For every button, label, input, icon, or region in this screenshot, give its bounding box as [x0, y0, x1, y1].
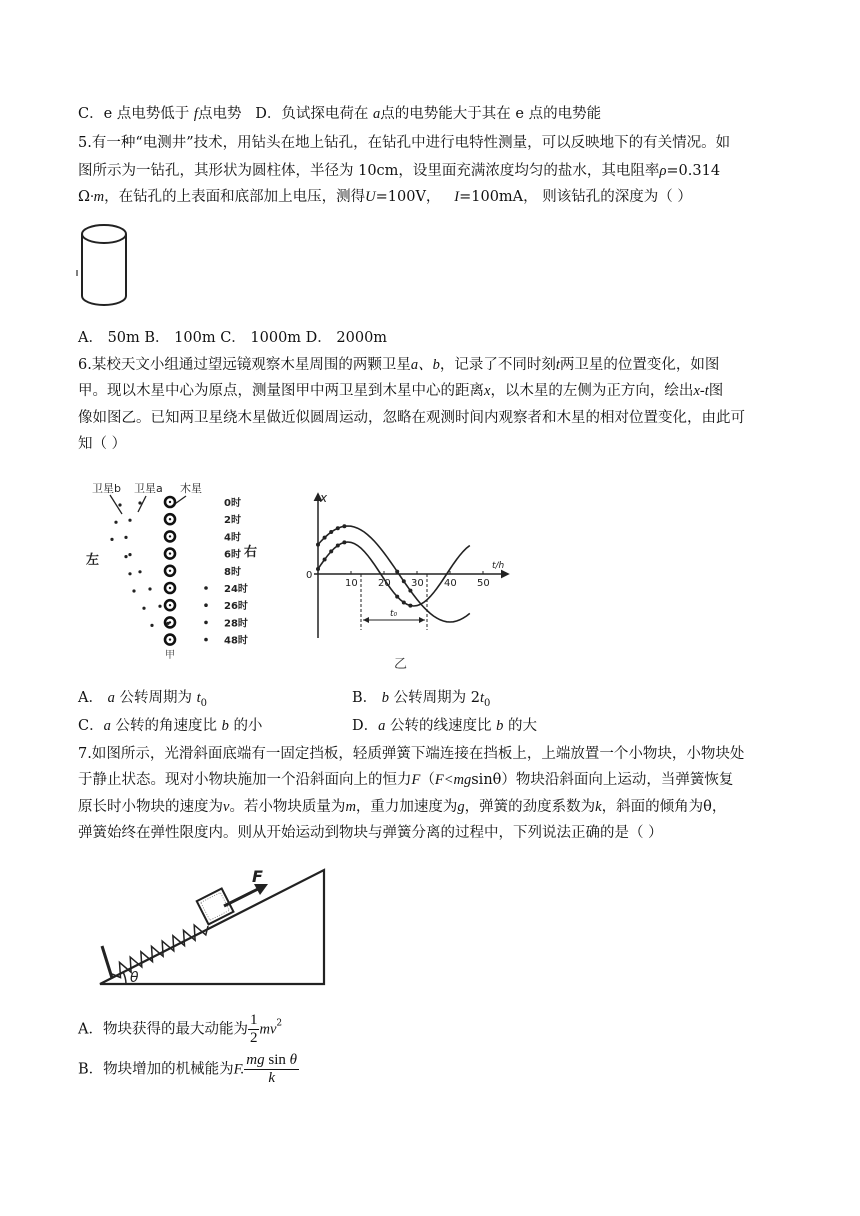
q5-line3-c: =100V， [375, 189, 441, 205]
q6-option-b-val: t [479, 690, 484, 706]
q7-option-b-num-mg: mg [246, 1052, 265, 1068]
yi-t0-label: t₀ [390, 609, 398, 619]
jia-time-5: 24时 [224, 584, 248, 595]
yi-tick-label-10: 10 [345, 578, 358, 589]
jia-label-b: 卫星b [92, 482, 121, 495]
q5-stem-line-2 [78, 161, 720, 181]
q6-line1-t: t [555, 357, 560, 373]
q6-option-b-label: B． [352, 690, 378, 706]
yi-dot-a-2 [329, 549, 333, 553]
jia-time-8: 48时 [224, 635, 248, 647]
q5-line3-b: ，在钻孔的上表面和底部加上电压，测得 [104, 189, 366, 205]
q4-option-c-text-1: e 点电势低于 [103, 106, 190, 122]
q7-line2-b: （ [420, 772, 435, 788]
jia-dot-b-2 [110, 538, 113, 541]
q6-line2-a: 甲。现以木星中心为原点，测量图甲中两卫星到木星中心的距离 [78, 383, 484, 399]
jia-jupiter-core-5 [169, 587, 171, 589]
q7-line3-v: v [223, 799, 230, 815]
yi-dot-b-2 [329, 530, 333, 534]
q6-stem-line-3: 像如图乙。已知两卫星绕木星做近似圆周运动，忽略在观测时间内观察者和木星的相对位置变化，由此可 [78, 410, 745, 426]
jia-label-a: 卫星a [134, 482, 163, 495]
q6-option-b-var: b [381, 690, 390, 706]
q6-option-d-var: a [378, 718, 386, 734]
q5-line3-d: =100mA， 则该钻孔的深度为（ ） [459, 189, 692, 205]
q6-option-a-label: A． [78, 690, 103, 706]
q6-option-c [78, 716, 262, 736]
q6-option-b-sub: 0 [484, 697, 491, 709]
jia-time-3: 6时 [224, 549, 241, 561]
q6-line2-c: 图 [708, 383, 724, 399]
yi-xlabel: t/h [492, 561, 505, 571]
q7-stem-line-4: 弹簧始终在弹性限度内。则从开始运动到物块与弹簧分离的过程中，下列说法正确的是（ ） [78, 825, 663, 841]
cylinder-top [82, 225, 126, 243]
yi-dots [316, 524, 412, 607]
q5-line2-b: =0.314 [666, 163, 721, 179]
yi-dot-b-6 [402, 579, 406, 583]
q6-stem-line-4: 知（ ） [78, 436, 127, 452]
yi-dot-b-5 [395, 570, 399, 574]
q6-option-d-var2: b [496, 718, 504, 734]
jia-dot-b-6 [142, 607, 145, 610]
jia-dot-right-6 [204, 603, 208, 607]
q6-stem-line-2 [78, 381, 723, 401]
jia-dot-right-5 [204, 586, 208, 590]
q7-option-b-text: B．物块增加的机械能为 [78, 1061, 234, 1078]
jia-jupiter-core-6 [169, 604, 171, 606]
jia-time-6: 26时 [224, 601, 248, 613]
q7-line3-b: 。若小物块质量为 [229, 799, 346, 815]
q6-line1-a: 6.某校天文小组通过望远镜观察木星周围的两颗卫星 [78, 357, 411, 373]
q6-option-d [352, 716, 537, 736]
q7-option-a-num: 1 [249, 1012, 258, 1028]
q4-option-c-text-2: 点电势 [197, 106, 242, 122]
jia-dot-b-1 [114, 521, 117, 524]
yi-dot-b-4 [342, 524, 346, 528]
angle-label: θ [130, 970, 139, 986]
q7-line2-a: 于静止状态。现对小物块施加一个沿斜面向上的恒力 [78, 772, 412, 788]
q6-line2-x: x [484, 383, 491, 399]
q7-line3-m: m [345, 799, 356, 815]
jia-dot-a-6 [158, 605, 161, 608]
cylinder-bottom [82, 296, 126, 305]
q7-stem-line-3 [78, 797, 726, 817]
q7-option-a-tail: mv [259, 1021, 277, 1038]
q6-option-d-label: D． [352, 718, 379, 734]
jia-jupiter-core-4 [169, 570, 171, 572]
q6-option-d-text: 公转的线速度比 [390, 718, 492, 734]
jia-jupiter-core-0 [169, 501, 171, 503]
q7-incline-figure [96, 862, 336, 992]
yi-t0-arrowhead-right [419, 617, 425, 623]
q7-stem-line-1: 7.如图所示，光滑斜面底端有一固定挡板，轻质弹簧下端连接在挡板上，上端放置一个小物块，小物块处 [78, 746, 745, 762]
q6-option-a-var: a [107, 690, 115, 706]
q5-stem-line-1: 5.有一种“电测井”技术，用钻头在地上钻孔，在钻孔中进行电特性测量，可以反映地下的有关情况。如 [78, 135, 731, 151]
q5-options: A． 50m B． 100m C． 1000m D． 2000m [78, 330, 388, 346]
q5-U: U [365, 189, 376, 205]
q7-line3-k: k [595, 799, 602, 815]
jia-dot-b-3 [124, 555, 127, 558]
jia-jupiter-core-2 [169, 535, 171, 537]
jia-caption: 甲 [165, 650, 175, 661]
incline-triangle [100, 870, 324, 984]
yi-dot-b-3 [336, 526, 340, 530]
jia-time-0: 0时 [224, 498, 241, 509]
q5-stem-line-3 [78, 187, 692, 207]
q7-line2-c: sinθ）物块沿斜面向上运动，当弹簧恢复 [471, 772, 734, 788]
jia-left: 左 [86, 553, 100, 568]
q4-option-d-label: D． [255, 106, 282, 122]
yi-ylabel: x [320, 491, 328, 505]
q5-cylinder-figure [74, 220, 134, 315]
yi-dot-a-3 [336, 543, 340, 547]
q7-option-a-den: 2 [249, 1030, 258, 1046]
q6-figure-yi [300, 488, 520, 673]
q7-option-a-fraction [248, 1012, 260, 1047]
q7-line2-F: F [411, 772, 421, 788]
q7-option-b [78, 1052, 299, 1087]
jia-time-1: 2时 [224, 515, 241, 527]
q6-option-a-text: 公转周期为 [119, 690, 192, 706]
q5-ohm: Ω [78, 189, 91, 205]
q5-I: I [454, 189, 460, 205]
q4-option-c-var-f: f [193, 106, 198, 122]
q6-line2-b: ，以木星的左侧为正方向，绘出 [490, 383, 694, 399]
jia-right: 右 [244, 545, 258, 560]
jia-jupiter-core-1 [169, 518, 171, 520]
jia-dot-right-7 [204, 621, 208, 625]
q7-line3-g: g [457, 799, 465, 815]
q7-option-b-fraction [244, 1052, 299, 1087]
angle-arc [123, 972, 126, 984]
yi-dot-b-0 [316, 543, 320, 547]
q5-line2-a: 图所示为一钻孔，其形状为圆柱体，半径为 10cm，设里面充满浓度均匀的盐水，其电阻率 [78, 163, 660, 179]
yi-dot-b-7 [408, 589, 412, 593]
jia-time-7: 28时 [224, 618, 248, 630]
q6-option-c-label: C． [78, 718, 104, 734]
jia-dot-a-0 [138, 501, 141, 504]
q7-line2-cond: F<mg [434, 772, 472, 788]
q7-option-b-den: k [268, 1070, 275, 1086]
q4-option-d-var-a: a [373, 106, 381, 122]
q7-line3-e: ，斜面的倾角为θ， [601, 799, 727, 815]
force-label: F [252, 867, 263, 886]
q4-option-c-label: C． [78, 106, 104, 122]
q7-line3-d: ，弹簧的劲度系数为 [464, 799, 596, 815]
q4-option-d-text-1: 负试探电荷在 [281, 106, 369, 122]
yi-dot-a-7 [408, 604, 412, 608]
q7-line3-a: 原长时小物块的速度为 [78, 799, 223, 815]
jia-dot-b-7 [150, 624, 153, 627]
q7-option-a-sup: 2 [276, 1018, 283, 1029]
yi-caption: 乙 [394, 657, 408, 672]
jia-dot-a-5 [148, 587, 151, 590]
q6-option-c-text2: 的小 [233, 718, 263, 734]
yi-dot-a-4 [342, 540, 346, 544]
jia-time-4: 8时 [224, 566, 241, 578]
q6-stem-line-1 [78, 355, 719, 375]
q6-line1-ab: a、b [410, 357, 440, 373]
incline-stopper [102, 946, 112, 978]
q6-option-b-text: 公转周期为 2 [393, 690, 480, 706]
jia-jupiter-core-3 [169, 552, 171, 554]
yi-tick-label-20: 20 [378, 578, 391, 589]
q7-option-a-text: A．物块获得的最大动能为 [78, 1021, 248, 1038]
jia-label-jupiter: 木星 [180, 482, 202, 495]
q6-option-c-var: a [103, 718, 111, 734]
q7-option-b-num-theta: θ [289, 1052, 298, 1068]
jia-dot-a-1 [128, 519, 131, 522]
q6-option-a [78, 688, 207, 714]
yi-dot-a-6 [402, 601, 406, 605]
q5-rho: ρ [659, 163, 667, 179]
q6-option-a-sub: 0 [200, 697, 207, 709]
jia-dot-b-0 [118, 503, 121, 506]
q4-option-d-text-2: 点的电势能大于其在 e 点的电势能 [380, 106, 602, 122]
force-arrow [224, 887, 262, 906]
q7-option-a [78, 1012, 282, 1047]
jia-dot-right-8 [204, 638, 208, 642]
yi-t0-arrowhead-left [363, 617, 369, 623]
yi-dot-a-5 [395, 595, 399, 599]
jia-dot-b-5 [132, 589, 135, 592]
q6-line1-c: 两卫星的位置变化，如图 [559, 357, 720, 373]
q6-option-a-val: t [196, 690, 201, 706]
yi-tick-label-30: 30 [411, 578, 424, 589]
yi-dot-b-1 [323, 536, 327, 540]
q6-line1-b: ，记录了不同时刻 [439, 357, 556, 373]
q6-option-c-text: 公转的角速度比 [115, 718, 217, 734]
yi-origin: 0 [306, 570, 313, 581]
jia-dot-a-2 [124, 536, 127, 539]
jia-jupiter-core-8 [169, 638, 171, 640]
q6-option-b [352, 688, 490, 714]
q7-option-b-num-sin: sin [268, 1052, 286, 1068]
jia-rows [110, 496, 248, 647]
q6-option-c-var2: b [221, 718, 229, 734]
jia-dot-a-7 [166, 622, 169, 625]
q4-options-line [78, 104, 601, 124]
q7-line3-c: ，重力加速度为 [355, 799, 458, 815]
q6-figure-jia [82, 478, 272, 663]
q6-line2-xt: x-t [693, 383, 709, 399]
jia-dot-a-4 [138, 570, 141, 573]
yi-dot-a-1 [323, 557, 327, 561]
jia-time-2: 4时 [224, 532, 241, 544]
yi-tick-label-40: 40 [444, 578, 457, 589]
yi-tick-label-50: 50 [477, 578, 490, 589]
jia-dot-a-3 [128, 553, 131, 556]
q5-meter: ·m [90, 189, 105, 205]
q7-option-b-F: F. [233, 1061, 245, 1078]
q6-option-d-text2: 的大 [507, 718, 537, 734]
yi-dot-a-0 [316, 567, 320, 571]
q7-stem-line-2 [78, 770, 733, 790]
jia-dot-b-4 [128, 572, 131, 575]
